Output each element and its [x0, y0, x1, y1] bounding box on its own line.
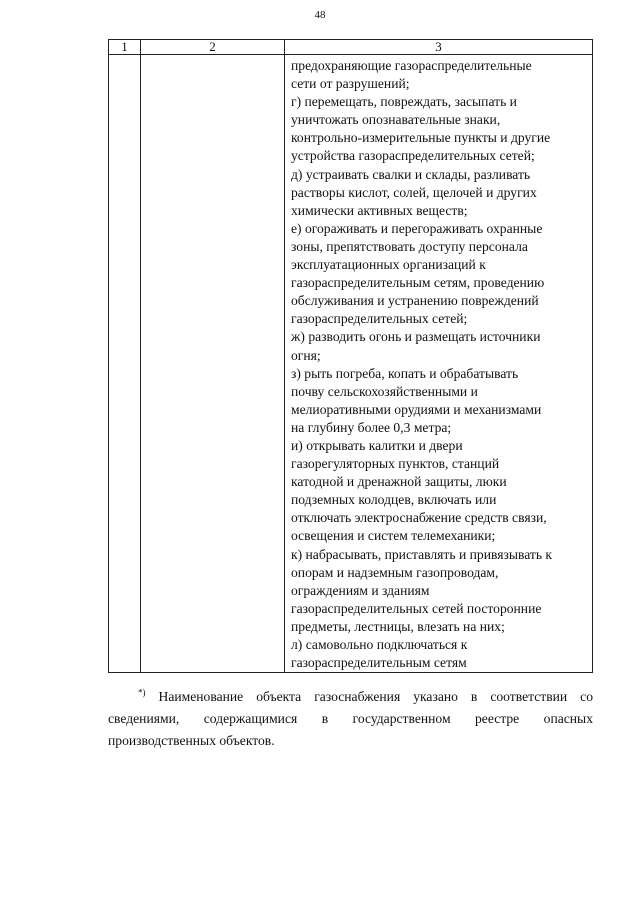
text-line: газораспределительных сетей; [291, 311, 468, 327]
text-line: подземных колодцев, включать или [291, 492, 497, 508]
text-line: огня; [291, 347, 321, 363]
text-line: газораспределительным сетям [291, 655, 467, 671]
text-line: на глубину более 0,3 метра; [291, 419, 452, 435]
text-line: зоны, препятствовать доступу персонала [291, 238, 528, 254]
text-line: почву сельскохозяйственными и [291, 383, 478, 399]
text-line: газорегуляторных пунктов, станций [291, 456, 500, 472]
text-line: катодной и дренажной защиты, люки [291, 474, 507, 490]
table-row [109, 55, 593, 673]
text-line: газораспределительным сетям, проведению [291, 275, 545, 291]
text-line: ограждениям и зданиям [291, 582, 430, 598]
column-header-2: 2 [141, 40, 285, 55]
page-number: 48 [314, 9, 326, 21]
prohibitions-list [285, 55, 592, 672]
table-cell-col-1 [109, 55, 141, 673]
text-line: ж) разводить огонь и размещать источники [291, 329, 541, 345]
table-header-row [109, 40, 593, 55]
text-line: мелиоративными орудиями и механизмами [291, 401, 542, 417]
column-header-1: 1 [109, 40, 141, 55]
footnote-marker: *) [138, 687, 146, 698]
text-line: д) устраивать свалки и склады, разливать [291, 166, 531, 182]
text-line: е) огораживать и перегораживать охранные [291, 220, 543, 236]
text-line: контрольно-измерительные пункты и другие [291, 130, 551, 146]
text-line: предохраняющие газораспределительные [291, 58, 532, 73]
text-line: уничтожать опознавательные знаки, [291, 112, 501, 128]
column-header-3: 3 [285, 40, 593, 55]
text-line: обслуживания и устранению повреждений [291, 293, 539, 309]
text-line: устройства газораспределительных сетей; [291, 148, 535, 164]
text-line: сети от разрушений; [291, 76, 410, 92]
text-line: предметы, лестницы, влезать на них; [291, 618, 505, 634]
text-line: отключать электроснабжение средств связи, [291, 510, 547, 526]
text-line: опорам и надземным газопроводам, [291, 564, 499, 580]
text-line: освещения и систем телемеханики; [291, 528, 496, 544]
text-line: эксплуатационных организаций к [291, 257, 486, 273]
footnote [108, 686, 593, 752]
text-line: з) рыть погреба, копать и обрабатывать [291, 365, 519, 381]
text-line: химически активных веществ; [291, 202, 468, 218]
text-line: газораспределительных сетей посторонние [291, 600, 542, 616]
table-cell-col-2 [141, 55, 285, 673]
text-line: и) открывать калитки и двери [291, 437, 463, 453]
text-line: г) перемещать, повреждать, засыпать и [291, 94, 517, 110]
text-line: к) набрасывать, приставлять и привязывать к [291, 546, 553, 562]
table-cell-col-3 [285, 55, 593, 673]
footnote-text: Наименование объекта газоснабжения указано в соответствии со сведениями, содержащимися в государственном реестре опасных производственных объектов. [108, 689, 593, 748]
text-line: растворы кислот, солей, щелочей и других [291, 184, 537, 200]
text-line: л) самовольно подключаться к [291, 637, 468, 652]
document-table [108, 39, 593, 673]
